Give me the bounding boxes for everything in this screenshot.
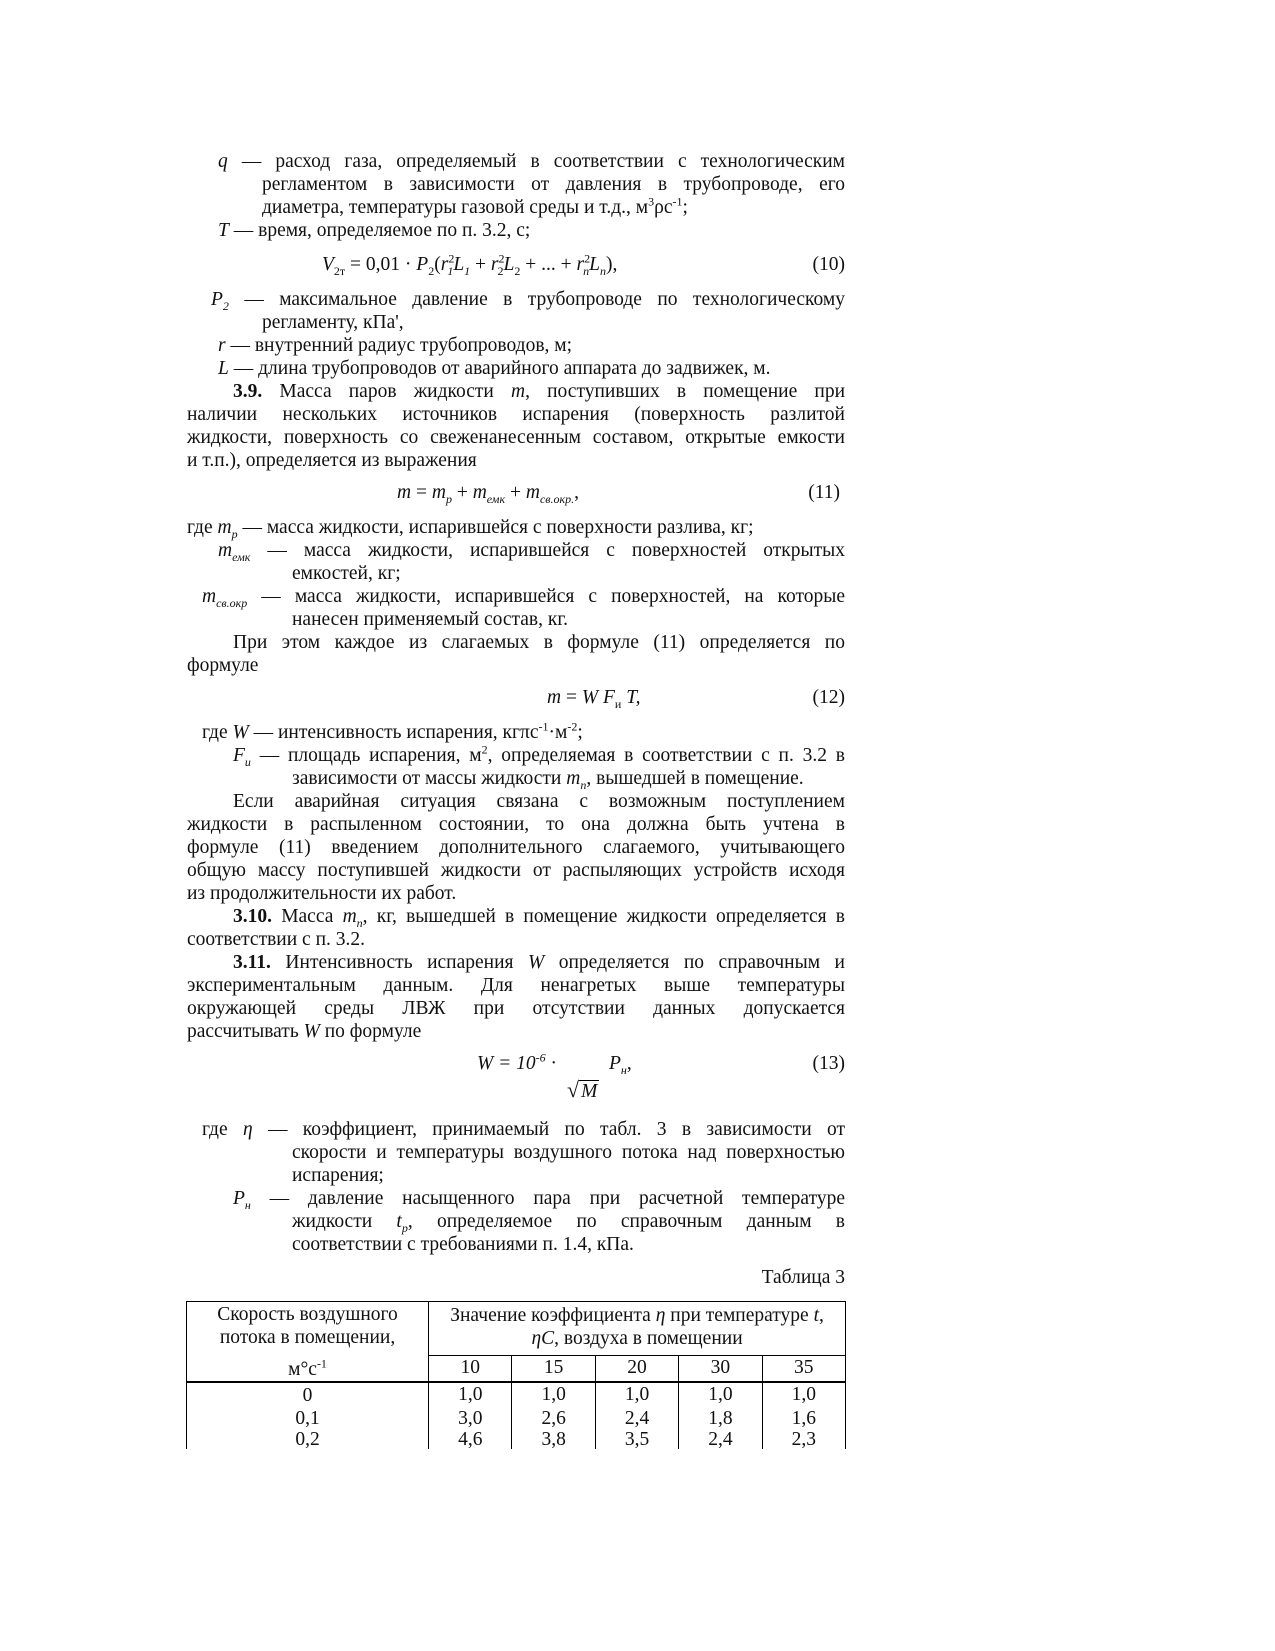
value-cell: 1,0 [595, 1382, 678, 1407]
document-page [187, 150, 845, 1449]
formula-10: $V_{2т} = 0,01 \cdot P_2(r^2_1L_1 + r^2_2L_2$ + ... + $r^2_nL_n$), (10) [322, 251, 845, 278]
table-caption: Таблица 3 [761, 1267, 845, 1288]
value-cell: 1,0 [429, 1382, 512, 1407]
def-msv: $m_{св.окр}$ — масса жидкости, испарившейся с поверхностей, на которые нанесен применяемый состав, кг. [202, 586, 845, 630]
value-cell: 4,6 [429, 1430, 512, 1449]
paragraph-each-term: При этом каждое из слагаемых в формуле (11) определяется по формуле [187, 632, 845, 676]
paragraph-3-10: 3.10. Масса $m_п$, кг, вышедшей в помещение жидкости определяется в соответствии с п. 3.2. [187, 906, 845, 950]
header-speed: Скорость воздушного потока в помещении, $м^\circ с^{-1}$ [187, 1302, 429, 1383]
table-row [187, 1430, 846, 1449]
def-F: $F_и$ — площадь испарения, $м^2$, определяемая в соответствии с п. 3.2 в зависимости от массы жидкости $m_п$, вышедшей в помещение. [233, 742, 845, 792]
table-3 [186, 1301, 846, 1449]
speed-cell: 0 [187, 1382, 429, 1407]
sym-q: q [218, 151, 228, 172]
formula-number-10: (10) [812, 254, 845, 275]
value-cell: 2,3 [762, 1430, 845, 1449]
temp-cell: 30 [679, 1355, 762, 1382]
temp-cell: 10 [429, 1355, 512, 1382]
speed-cell: 0,1 [187, 1407, 429, 1430]
value-cell: 2,4 [679, 1430, 762, 1449]
value-cell: 2,4 [595, 1407, 678, 1430]
value-cell: 3,8 [512, 1430, 595, 1449]
value-cell: 1,6 [762, 1407, 845, 1430]
def-eta: где η — коэффициент, принимаемый по табл. 3 в зависимости от скорости и температуры воздушного потока над поверхностью испарения; [202, 1119, 845, 1186]
formula-number-11: (11) [808, 482, 840, 503]
temp-cell: 20 [595, 1355, 678, 1382]
paragraph-3-11: 3.11. Интенсивность испарения W определяется по справочным и экспериментальным данным. Для ненагретых выше температуры окружающей среды ЛВЖ при отсутствии данных допускается рассчитывать W по формуле [187, 952, 845, 1042]
value-cell: 1,0 [512, 1382, 595, 1407]
def-Pn: $P_н$ — давление насыщенного пара при расчетной температуре жидкости $t_р$, определяемое по справочным данным в соответствии с требованиями п. 1.4, кПа. [233, 1188, 845, 1255]
table-header-row [187, 1302, 846, 1356]
def-memk: $m_{емк}$ — масса жидкости, испарившейся с поверхностей открытых емкостей, кг; [218, 540, 845, 584]
formula-number-13: (13) [812, 1053, 845, 1074]
temp-cell: 35 [762, 1355, 845, 1382]
formula-13: $W = 10^{-6}$ · $P_н$, √ M (13) [477, 1050, 845, 1102]
formula-number-12: (12) [812, 687, 845, 708]
def-L: L — длина трубопроводов от аварийного аппарата до задвижек, м. [218, 358, 771, 379]
temp-cell: 15 [512, 1355, 595, 1382]
sqrt-M: √ M [567, 1077, 598, 1102]
def-P2: $P_2$ — максимальное давление в трубопроводе по технологическому регламенту, кПа', [211, 289, 845, 333]
def-T: T — время, определяемое по п. 3.2, с; [218, 220, 531, 241]
def-mp: где $m_р$ — масса жидкости, испарившейся с поверхности разлива, кг; [187, 517, 754, 541]
def-W: где W — интенсивность испарения, $кг\pi с^{-1}\cdot м^{-2}$; [202, 719, 583, 743]
formula-12: m = W $F_и$ T, (12) [547, 687, 845, 711]
value-cell: 3,0 [429, 1407, 512, 1430]
table-row [187, 1382, 846, 1407]
header-eta: Значение коэффициента η при температуре t, ηC, воздуха в помещении [429, 1302, 846, 1356]
value-cell: 1,0 [762, 1382, 845, 1407]
paragraph-3-9: 3.9. Масса паров жидкости m, поступивших в помещение при наличии нескольких источников испарения (поверхность разлитой жидкости, поверхность со свеженанесенным составом, открытые емкости и т.п.), определяется из выражения [187, 381, 846, 471]
def-q: q — расход газа, определяемый в соответствии с технологическим регламентом в зависимости от давления в трубопроводе, его диаметра, температуры газовой среды и т.д., $м^3\rho с^{-1}$; [218, 151, 846, 218]
value-cell: 3,5 [595, 1430, 678, 1449]
speed-cell: 0,2 [187, 1430, 429, 1449]
table-row [187, 1407, 846, 1430]
value-cell: 1,0 [679, 1382, 762, 1407]
formula-11: $m = m_р + m_{емк} + m_{св.окр.}$, (11) [397, 482, 840, 506]
value-cell: 1,8 [679, 1407, 762, 1430]
def-r: r — внутренний радиус трубопроводов, м; [218, 335, 573, 356]
value-cell: 2,6 [512, 1407, 595, 1430]
paragraph-emergency: Если аварийная ситуация связана с возможным поступлением жидкости в распыленном состоянии, то она должна быть учтена в формуле (11) введением дополнительного слагаемого, учитывающего общую массу поступившей жидкости от распыляющих устройств исходя из продолжительности их работ. [187, 791, 845, 904]
